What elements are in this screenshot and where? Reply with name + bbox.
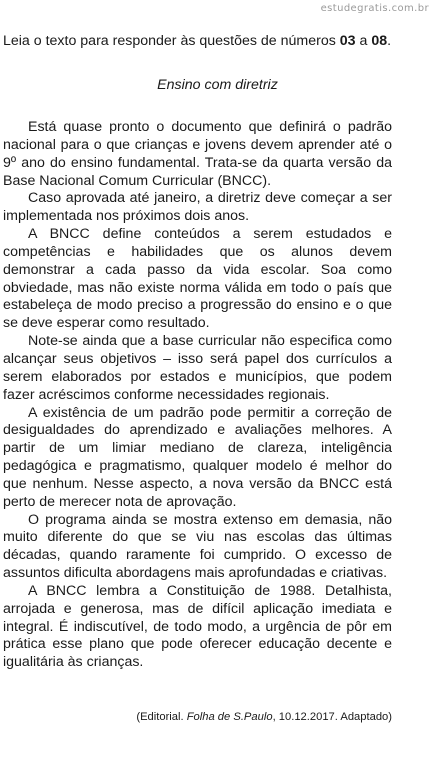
citation-prefix: (Editorial. [136, 711, 187, 723]
question-end: 08 [371, 33, 388, 49]
paragraph: Note-se ainda que a base curricular não especifica como alcançar seus objetivos – isso será papel dos currículos a serem elaborados por estados e municípios, que podem fazer acréscimos conforme necessidades regionais. [3, 333, 392, 403]
question-start: 03 [339, 33, 356, 49]
paragraph: O programa ainda se mostra extenso em demasia, não muito diferente do que se viu nas escolas das últimas décadas, quando raramente foi cumprido. O excesso de assuntos dificulta abordagens mais aprofundadas e criativas. [3, 511, 392, 582]
instruction-middle: a [355, 33, 372, 49]
paragraph: A BNCC define conteúdos a serem estudados e competências e habilidades que os alunos devem demonstrar a cada passo da vida escolar. Soa como obviedade, mas não existe norma válida em todo o país que estabeleça de modo preciso a progressão do ensino e o que se deve esperar como resultado. [3, 226, 392, 332]
citation-source: Folha de S.Paulo [186, 711, 273, 723]
instruction-line [3, 33, 427, 50]
paragraph: A BNCC lembra a Constituição de 1988. Detalhista, arrojada e generosa, mas de difícil aplicação imediata e integral. É indiscutível, de todo modo, a urgência de pôr em prática esse plano que pode oferecer educação decente e igualitária às crianças. [3, 582, 392, 671]
paragraph: A existência de um padrão pode permitir a correção de desigualdades do aprendizado e avaliações melhores. A partir de um limiar mediano de clareza, inteligência pedagógica e pragmatismo, qualquer modelo é melhor do que nenhum. Nesse aspecto, a nova versão da BNCC está perto de merecer nota de aprovação. [3, 404, 392, 510]
paragraph: Caso aprovada até janeiro, a diretriz deve começar a ser implementada nos próximos dois anos. [3, 190, 392, 225]
text-title: Ensino com diretriz [157, 77, 278, 93]
instruction-prefix: Leia o texto para responder às questões de números [3, 33, 340, 49]
article-body [3, 119, 392, 672]
citation-suffix: , 10.12.2017. Adaptado) [272, 711, 392, 723]
paragraph: Está quase pronto o documento que definirá o padrão nacional para o que crianças e jovens devem aprender até o 9º ano do ensino fundamental. Trata-se da quarta versão da Base Nacional Comum Curricular (BNCC). [3, 119, 392, 189]
watermark: estudegratis.com.br [320, 3, 429, 14]
instruction-suffix: . [387, 33, 392, 49]
source-citation [136, 711, 392, 723]
